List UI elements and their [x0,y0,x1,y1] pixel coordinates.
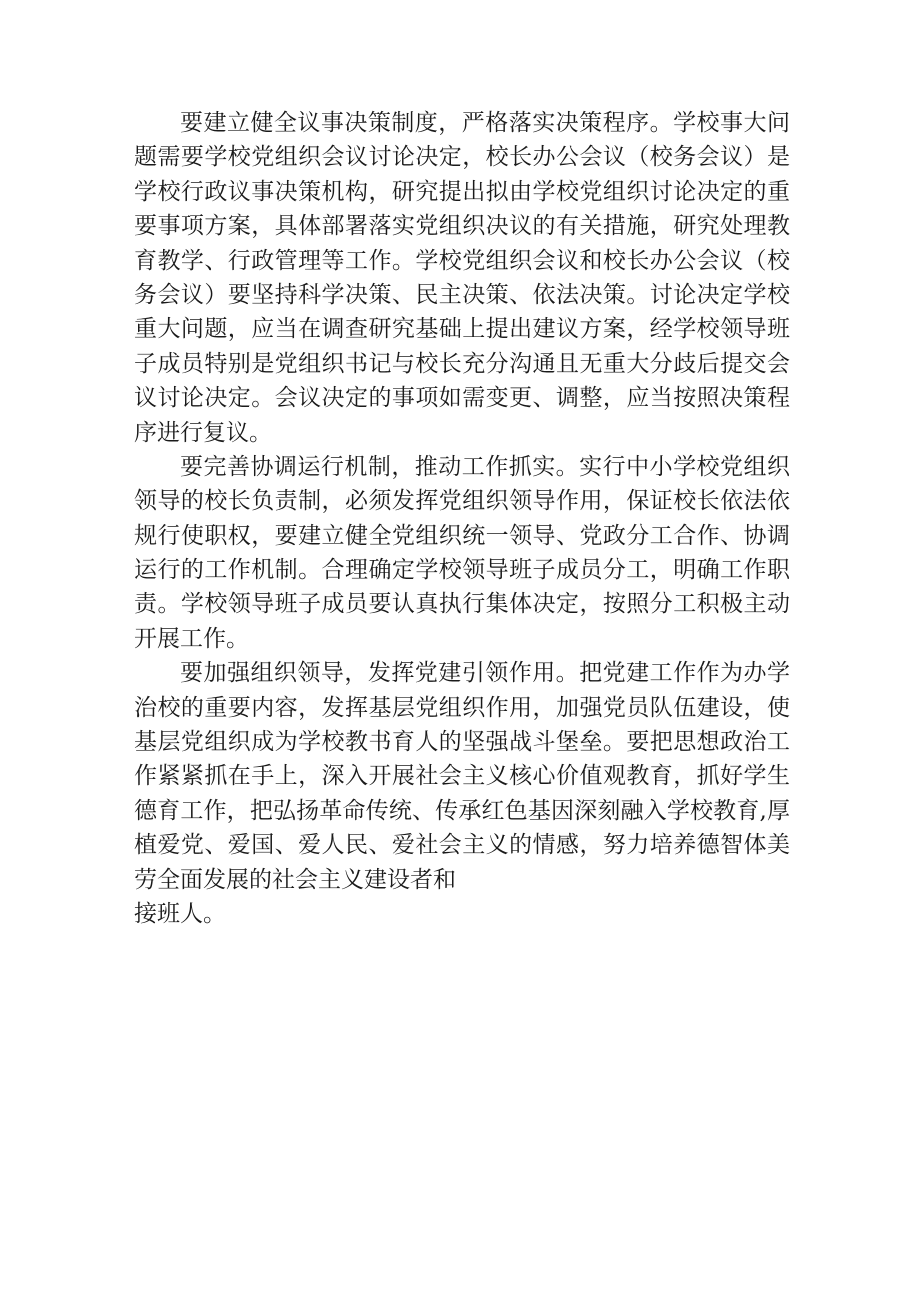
text-line: 领导的校长负责制，必须发挥党组织领导作用，保证校长依法依 [134,488,790,515]
text-line: 议讨论决定。会议决定的事项如需变更、调整，应当按照决策程 [134,385,790,412]
text-line: 学校行政议事决策机构，研究提出拟由学校党组织讨论决定的重 [134,178,790,205]
text-line: 规行使职权，要建立健全党组织统一领导、党政分工合作、协调 [134,522,790,549]
text-line: 植爱党、爱国、爱人民、爱社会主义的情感，努力培养德智体美 [134,832,790,859]
document-body [134,106,790,931]
text-line: 基层党组织成为学校教书育人的坚强战斗堡垒。要把思想政治工 [134,729,790,756]
text-line: 治校的重要内容，发挥基层党组织作用，加强党员队伍建设，使 [134,694,790,721]
text-line: 接班人。 [134,900,226,927]
paragraph-decision-system [134,106,790,450]
text-line: 运行的工作机制。合理确定学校领导班子成员分工，明确工作职 [134,557,790,584]
text-line: 要事项方案，具体部署落实党组织决议的有关措施，研究处理教 [134,213,790,240]
paragraph-coordination-mechanism [134,450,790,656]
text-line: 作紧紧抓在手上，深入开展社会主义核心价值观教育，抓好学生 [134,763,790,790]
text-line: 子成员特别是党组织书记与校长充分沟通且无重大分歧后提交会 [134,350,790,377]
text-line: 序进行复议。 [134,419,272,446]
text-line: 责。学校领导班子成员要认真执行集体决定，按照分工积极主动 [134,591,790,618]
text-line: 育教学、行政管理等工作。学校党组织会议和校长办公会议（校 [134,247,790,274]
text-line: 题需要学校党组织会议讨论决定，校长办公会议（校务会议）是 [134,144,790,171]
text-line: 务会议）要坚持科学决策、民主决策、依法决策。讨论决定学校 [134,281,790,308]
text-line: 要加强组织领导，发挥党建引领作用。把党建工作作为办学 [180,660,790,687]
paragraph-party-leadership [134,656,790,931]
text-line: 劳全面发展的社会主义建设者和 [134,866,456,893]
text-line: 重大问题，应当在调查研究基础上提出建议方案，经学校领导班 [134,316,790,343]
text-line: 要完善协调运行机制，推动工作抓实。实行中小学校党组织 [180,453,790,480]
text-line: 开展工作。 [134,625,249,652]
text-line: 德育工作，把弘扬革命传统、传承红色基因深刻融入学校教育,厚 [134,797,790,824]
text-line: 要建立健全议事决策制度，严格落实决策程序。学校事大问 [180,110,790,136]
